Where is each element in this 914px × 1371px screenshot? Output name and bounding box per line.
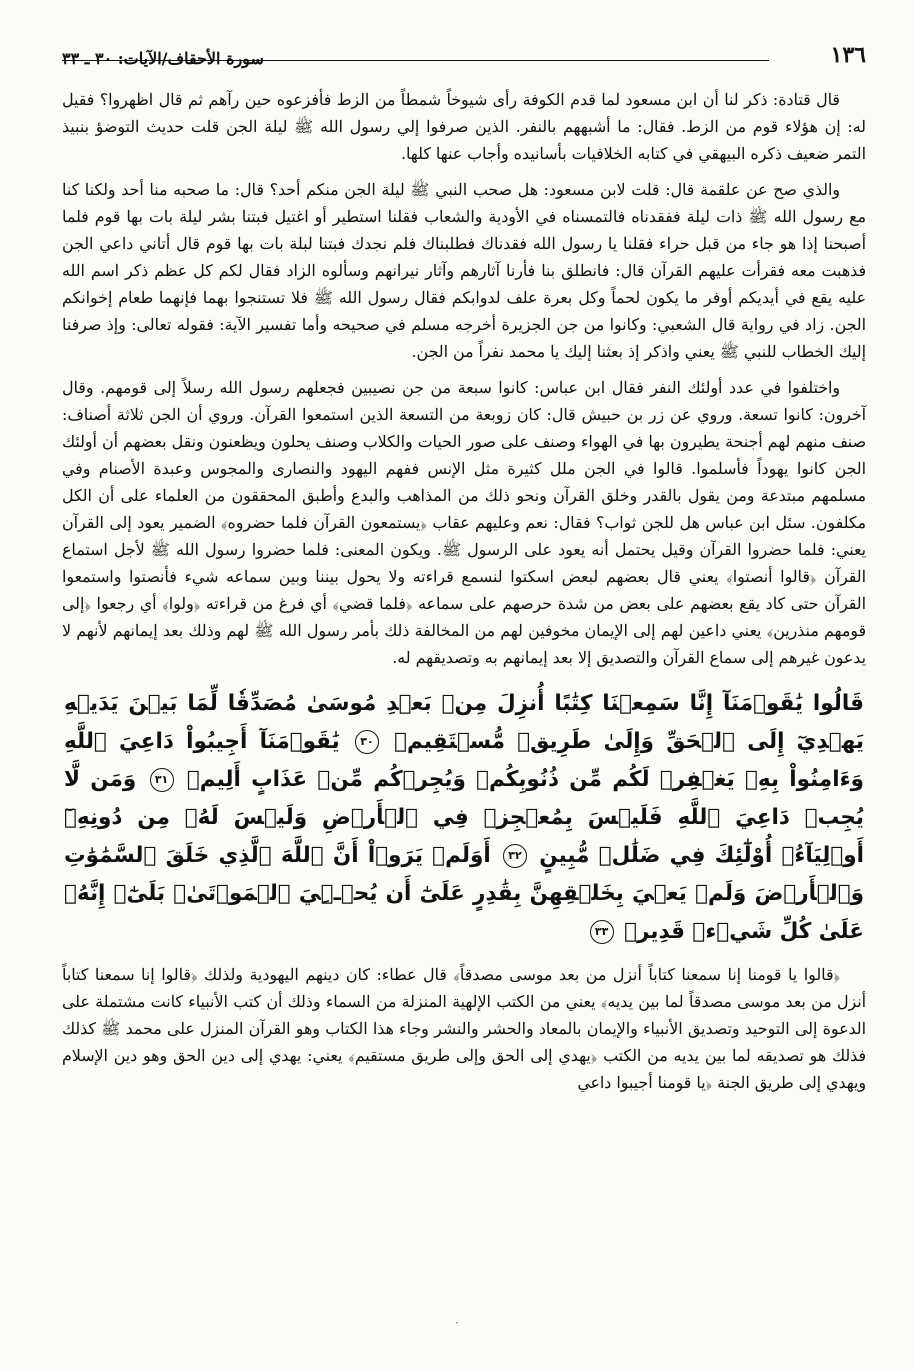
paragraph-alqama: والذي صح عن علقمة قال: قلت لابن مسعود: هل صحب النبي ﷺ ليلة الجن منكم أحد؟ قال: ما صحبه منا أحد ولكنا كنا مع رسول الله ﷺ ذات ليلة ففقدناه فالتمسناه في الأودية والشعاب فقلنا استطير أو اغتيل فبتنا بشر ليلة بات بها قوم فلما أصبحنا إذا هو جاء من قبل حراء فقلنا يا رسول الله فقدناك فطلبناك فلم نجدك فبتنا لبلة بات بها قوم قال أتاني داعي الجن فذهبت معه فقرأت عليهم القرآن قال: فانطلق بنا فأرنا آثارهم وآثار نيرانهم وسألوه الزاد فقال لكم كل عظم ذكر اسم الله عليه يقع في أيديكم أوفر ما يكون لحماً وكل بعرة علف لدوابكم فقال رسول الله ﷺ فلا تستنجوا بهما فإنهما طعام إخوانكم الجن. زاد في رواية قال الشعبي: وكانوا من جن الجزيرة أخرجه مسلم في صحيحه وأما تفسير الآية: فقوله تعالى: وإذ صرفنا إليك الخطاب للنبي ﷺ يعني واذكر إذ بعثنا إليك يا محمد نفراً من الجن.	[62, 180, 866, 361]
quran-verses	[62, 685, 866, 951]
paragraph-tafsir-verse-30: ﴿قالوا يا قومنا إنا سمعنا كتاباً أنزل من بعد موسى مصدقاً﴾ قال عطاء: كان دينهم اليهودية ولذلك ﴿قالوا إنا سمعنا كتاباً أنزل من بعد موسى مصدقاً لما بين يديه﴾ يعني من الكتب الإلهية المنزلة من السماء وذلك أن كتب الأنبياء كانت مشتملة على الدعوة إلى التوحيد وتصديق الأنبياء والإيمان بالمعاد والحشر والنشر وجاء هذا الكتاب وهو القرآن المنزل على محمد ﷺ كذلك فذلك هو تصديقه لما بين يديه من الكتب ﴿يهدي إلى الحق وإلى طريق مستقيم﴾ يعني: يهدي إلى دين الحق وهو دين الإسلام ويهدي إلى طريق الجنة ﴿يا قومنا أجيبوا داعي	[62, 965, 866, 1092]
ayah-number-30: ٣٠	[355, 730, 379, 754]
running-title: سورة الأحقاف/الآيات: ٣٠ ـ ٣٣	[62, 49, 264, 68]
ayah-number-32: ٣٢	[503, 844, 527, 868]
paragraph-qatada: قال قتادة: ذكر لنا أن ابن مسعود لما قدم الكوفة رأى شيوخاً شمطاً من الزط فأفزعوه حين رآهم ثم قال اظهروا؟ فقيل له: إن هؤلاء قوم من الزط. فقال: ما أشبههم بالنفر. الذين صرفوا إلي رسول الله ﷺ ليلة الجن قلت حديث التوضؤ بنبيذ التمر ضعيف ذكره البيهقي في كتابه الخلافيات بأسانيده وأجاب عنها كلها.	[62, 90, 866, 163]
ayah-number-33: ٣٣	[590, 920, 614, 944]
verse-31: يَٰقَوۡمَنَآ أَجِيبُواْ دَاعِيَ ٱللَّهِ وَءَامِنُواْ بِهِۦ يَغۡفِرۡ لَكُم مِّن ذُنُوبِكُمۡ وَيُجِرۡكُم مِّنۡ عَذَابٍ أَلِيمٖ	[64, 729, 864, 792]
page-number: ١٣٦	[830, 42, 866, 68]
verse-32: وَمَن لَّا يُجِبۡ دَاعِيَ ٱللَّهِ فَلَيۡسَ بِمُعۡجِزٖ فِي ٱلۡأَرۡضِ وَلَيۡسَ لَهُۥ مِن دُونِهِۦٓ أَوۡلِيَآءُۚ أُوْلَٰٓئِكَ فِي ضَلَٰلٖ مُّبِينٍ	[64, 767, 864, 868]
page-header	[62, 34, 866, 68]
verse-30: قَالُوا يَٰقَوۡمَنَآ إِنَّا سَمِعۡنَا كِتَٰبًا أُنزِلَ مِنۢ بَعۡدِ مُوسَىٰ مُصَدِّقٗا لِّمَا بَيۡنَ يَدَيۡهِ يَهۡدِيٓ إِلَى ٱلۡحَقِّ وَإِلَىٰ طَرِيقٖ مُّسۡتَقِيمٖ	[64, 691, 864, 754]
verse-33: أَوَلَمۡ يَرَوۡاْ أَنَّ ٱللَّهَ ٱلَّذِي خَلَقَ ٱلسَّمَٰوَٰتِ وَٱلۡأَرۡضَ وَلَمۡ يَعۡيَ بِخَلۡقِهِنَّ بِقَٰدِرٍ عَلَىٰٓ أَن يُحۡـِۧيَ ٱلۡمَوۡتَىٰۚ بَلَىٰٓۚ إِنَّهُۥ عَلَىٰ كُلِّ شَيۡءٖ قَدِيرٞ	[64, 843, 864, 944]
header-rule	[62, 60, 769, 61]
page-body	[62, 86, 866, 1096]
ayah-number-31: ٣١	[150, 768, 174, 792]
print-mark: ·	[455, 1316, 459, 1330]
paragraph-number-of-jinn: واختلفوا في عدد أولئك النفر فقال ابن عباس: كانوا سبعة من جن نصيبين فجعلهم رسول الله رسلاً إلى قومهم. وقال آخرون: كانوا تسعة. وروي عن زر بن حبيش قال: كان زوبعة من التسعة الذين استمعوا القرآن. وروي أن الجن ثلاثة أصناف: صنف منهم لهم أجنحة يطيرون بها في الهواء وصنف على صور الحيات والكلاب وصنف يحلون ويظعنون ونقل بعضهم أن أولئك الجن كانوا يهوداً فأسلموا. قالوا في الجن ملل كثيرة مثل الإنس ففهم اليهود والنصارى والمجوس وعبدة الأصنام وفي مسلمهم مبتدعة ومن يقول بالقدر وخلق القرآن ونحو ذلك من المذاهب والبدع وأطبق المحققون من العلماء على أن الكل مكلفون. سئل ابن عباس هل للجن ثواب؟ فقال: نعم وعليهم عقاب ﴿يستمعون القرآن فلما حضروه﴾ الضمير يعود إلى القرآن يعني: فلما حضروا القرآن وقيل يحتمل أنه يعود على الرسول ﷺ. ويكون المعنى: فلما حضروا رسول الله ﷺ لأجل استماع القرآن ﴿قالوا أنصتوا﴾ يعني قال بعضهم لبعض اسكتوا لنسمع قراءته ولا يحول بيننا وبين سماعه شيء فأنصتوا واستمعوا القرآن حتى كاد يقع بعضهم على بعض من شدة حرصهم على سماعه ﴿فلما قضي﴾ أي فرغ من قراءته ﴿ولوا﴾ أي رجعوا ﴿إلى قومهم منذرين﴾ يعني داعين لهم إلى الإيمان مخوفين لهم من المخالفة ذلك بأمر رسول الله ﷺ لهم وذلك بعد إيمانهم لأنهم لا يدعون غيرهم إلى سماع القرآن والتصديق إلا بعد إيمانهم به وتصديقهم له.	[62, 378, 866, 667]
